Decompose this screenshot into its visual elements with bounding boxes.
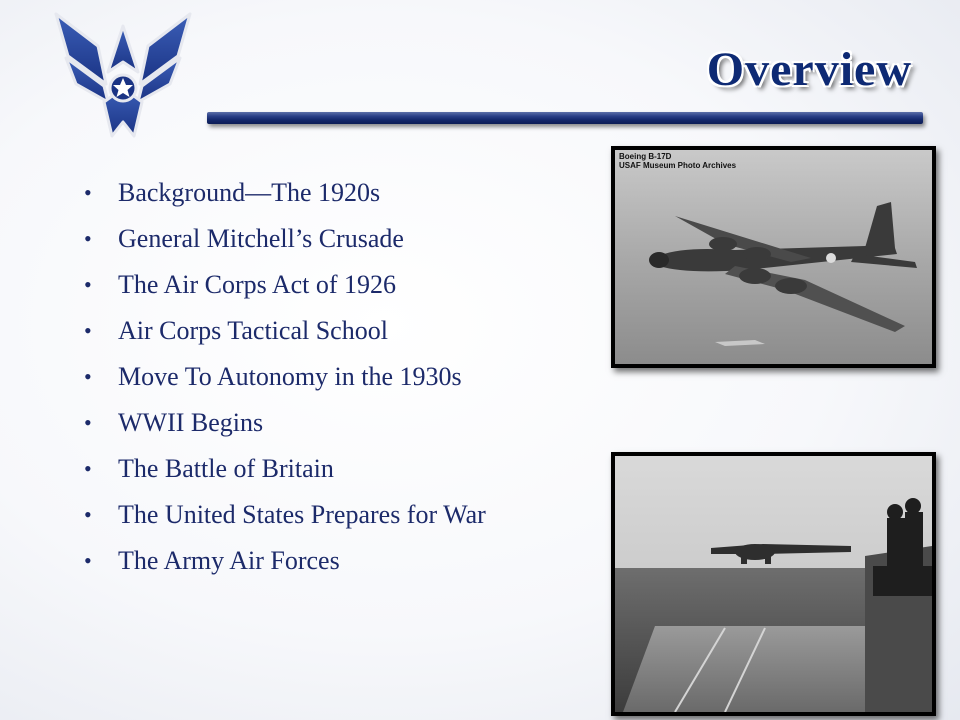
bullet-icon: •	[84, 272, 92, 297]
bullet-text: The Air Corps Act of 1926	[118, 270, 397, 299]
bullet-icon: •	[84, 364, 92, 389]
bullet-text: The Battle of Britain	[118, 454, 334, 483]
bullet-item	[80, 170, 486, 216]
bullet-icon: •	[84, 456, 92, 481]
title-underline-bar	[207, 112, 923, 124]
slide-title: Overview	[706, 43, 912, 96]
bullet-text: Air Corps Tactical School	[118, 316, 388, 345]
bullet-item	[80, 400, 486, 446]
bullet-text: The Army Air Forces	[118, 546, 340, 575]
bullet-icon: •	[84, 318, 92, 343]
bullet-item	[80, 308, 486, 354]
bullet-text: Background—The 1920s	[118, 178, 381, 207]
bullet-icon: •	[84, 548, 92, 573]
bullet-icon: •	[84, 410, 92, 435]
bullet-text: General Mitchell’s Crusade	[118, 224, 404, 253]
bullet-item	[80, 446, 486, 492]
bullet-item	[80, 492, 486, 538]
bullet-text: WWII Begins	[118, 408, 264, 437]
bullet-item	[80, 354, 486, 400]
bullet-list	[80, 170, 486, 584]
bullet-icon: •	[84, 502, 92, 527]
bullet-item	[80, 262, 486, 308]
photo-caption: Boeing B-17D USAF Museum Photo Archives	[619, 152, 737, 170]
air-force-wings-logo-icon	[48, 6, 198, 144]
bullet-item	[80, 216, 486, 262]
bullet-text: Move To Autonomy in the 1930s	[118, 362, 462, 391]
carrier-launch-photo	[611, 452, 936, 716]
bullet-item	[80, 538, 486, 584]
b17-bomber-photo	[611, 146, 936, 368]
bullet-icon: •	[84, 180, 92, 205]
bullet-text: The United States Prepares for War	[118, 500, 486, 529]
bullet-icon: •	[84, 226, 92, 251]
